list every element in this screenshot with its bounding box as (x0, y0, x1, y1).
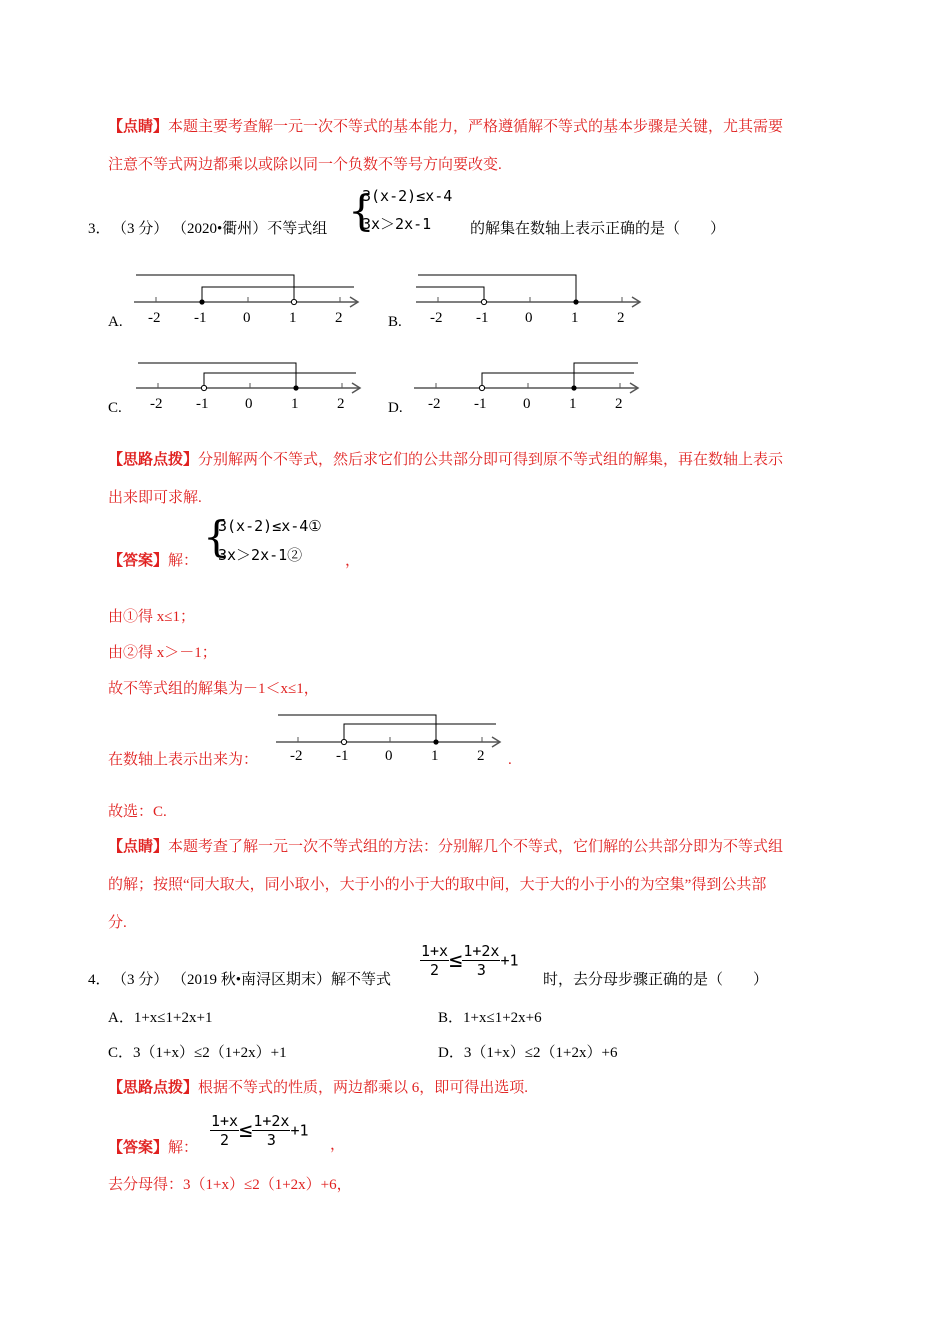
fraction-2 (462, 942, 500, 979)
fraction-1-numerator: 1+x (211, 1112, 239, 1130)
fraction-2-numerator: 1+2x (253, 1112, 290, 1130)
fraction-2-numerator: 1+2x (463, 942, 500, 960)
tick-label: 0 (525, 310, 533, 326)
answer-step-4: 在数轴上表示出来为： (108, 752, 259, 768)
q3-answer (108, 551, 198, 571)
q4-answer-inequality (210, 1112, 309, 1149)
q4-hint (108, 1078, 528, 1098)
q4-source: （2019 秋•南浔区期末）解不等式 (172, 972, 392, 988)
tick-label: 1 (291, 396, 299, 412)
answer-tag: 【答案】 (108, 1140, 169, 1156)
answer-system-brace: { (203, 512, 230, 561)
tick-label: 1 (289, 310, 297, 326)
q4-question-tail: 时，去分母步骤正确的是（ ） (543, 972, 769, 988)
answer-step-2: 由②得 x＞－1； (108, 645, 217, 661)
tick-label: -2 (150, 396, 163, 412)
tick-label: 0 (245, 396, 253, 412)
answer-system-line-2: 3x＞2x-1② (218, 546, 303, 564)
hint-line-2: 出来即可求解. (108, 490, 202, 506)
q4-option-a: A．1+x≤1+2x+1 (108, 1010, 213, 1026)
fraction-1 (420, 942, 449, 979)
fraction-1-numerator: 1+x (421, 942, 449, 960)
q3-source: （2020•衢州）不等式组 (172, 221, 328, 237)
tick-label: 2 (337, 396, 345, 412)
option-b-label: B. (388, 314, 402, 330)
tick-label: -1 (336, 748, 349, 764)
q3-system-line-2: 3x＞2x-1 (362, 215, 432, 233)
plus-one: +1 (290, 1121, 309, 1140)
note-line-2: 注意不等式两边都乘以或除以同一个负数不等号方向要改变. (108, 157, 502, 173)
q4-option-d: D．3（1+x）≤2（1+2x）+6 (438, 1045, 618, 1061)
q3-question-tail: 的解集在数轴上表示正确的是（ ） (470, 221, 726, 237)
tick-label: 2 (477, 748, 485, 764)
fraction-2 (252, 1112, 290, 1149)
fraction-2-denominator: 3 (266, 1131, 276, 1149)
q3-note-line-3: 分. (108, 915, 127, 931)
answer-lead: 解： (168, 1140, 199, 1156)
leq-sign: ≤ (239, 1118, 253, 1143)
note-tag: 【点睛】 (108, 839, 169, 855)
hint-tag: 【思路点拨】 (108, 1080, 199, 1096)
tick-label: -2 (428, 396, 441, 412)
answer-step-1: 由①得 x≤1； (108, 609, 195, 625)
leq-sign: ≤ (449, 948, 463, 973)
tick-label: -2 (430, 310, 443, 326)
q3-system-brace: { (348, 186, 375, 235)
fraction-2-denominator: 3 (476, 961, 486, 979)
q4-number: 4． (88, 972, 111, 988)
q3-number: 3． (88, 221, 111, 237)
q3-note-line-1: 本题考查了解一元一次不等式组的方法：分别解几个不等式，它们解的公共部分即为不等式组 (168, 839, 784, 855)
option-d-label: D. (388, 400, 403, 416)
plus-one: +1 (500, 951, 519, 970)
tick-label: -2 (290, 748, 303, 764)
tick-label: 0 (523, 396, 531, 412)
tick-label: 0 (243, 310, 251, 326)
answer-choice: 故选：C. (108, 804, 167, 820)
tick-label: 1 (569, 396, 577, 412)
tick-label: 0 (385, 748, 393, 764)
fraction-1 (210, 1112, 239, 1149)
option-c-label: C. (108, 400, 122, 416)
q4-score: （3 分） (112, 972, 169, 988)
answer-lead: 解： (168, 553, 199, 569)
q3-system-line-1: 3(x-2)≤x-4 (362, 187, 453, 205)
q4-hint-text: 根据不等式的性质，两边都乘以 6，即可得出选项. (198, 1080, 529, 1096)
q4-inequality (420, 942, 519, 979)
note-tag: 【点睛】 (108, 119, 169, 135)
q4-option-b: B．1+x≤1+2x+6 (438, 1010, 542, 1026)
tick-label: 1 (431, 748, 439, 764)
q3-score: （3 分） (112, 221, 169, 237)
answer-comma: ， (345, 553, 361, 569)
q3-note-line-2: 的解；按照“同大取大，同小取小，大于小的小于大的取中间，大于大的小于小的为空集”得到公共部 (108, 877, 767, 893)
tick-label: -2 (148, 310, 161, 326)
tick-label: -1 (474, 396, 487, 412)
answer-tag: 【答案】 (108, 553, 169, 569)
tick-label: 2 (617, 310, 625, 326)
fraction-1-denominator: 2 (430, 961, 440, 979)
hint-tag: 【思路点拨】 (108, 452, 199, 468)
answer-step-3: 故不等式组的解集为－1＜x≤1， (108, 681, 319, 697)
answer-step-4-end: . (508, 752, 512, 768)
note-paragraph (108, 117, 783, 137)
tick-label: 2 (615, 396, 623, 412)
q4-option-c: C．3（1+x）≤2（1+2x）+1 (108, 1045, 287, 1061)
tick-label: 1 (571, 310, 579, 326)
q4-answer-comma: ， (330, 1137, 346, 1153)
tick-label: -1 (196, 396, 209, 412)
answer-system-line-1: 3(x-2)≤x-4① (218, 517, 322, 535)
option-a-label: A. (108, 314, 123, 330)
q3-note (108, 837, 783, 857)
tick-label: -1 (476, 310, 489, 326)
q3-hint (108, 450, 783, 470)
note-line-1: 本题主要考查解一元一次不等式的基本能力，严格遵循解不等式的基本步骤是关键，尤其需要 (168, 119, 784, 135)
hint-line-1: 分别解两个不等式，然后求它们的公共部分即可得到原不等式组的解集，再在数轴上表示 (198, 452, 784, 468)
tick-label: -1 (194, 310, 207, 326)
q4-answer-step-1: 去分母得：3（1+x）≤2（1+2x）+6， (108, 1177, 352, 1193)
fraction-1-denominator: 2 (220, 1131, 230, 1149)
q4-answer (108, 1138, 198, 1158)
tick-label: 2 (335, 310, 343, 326)
